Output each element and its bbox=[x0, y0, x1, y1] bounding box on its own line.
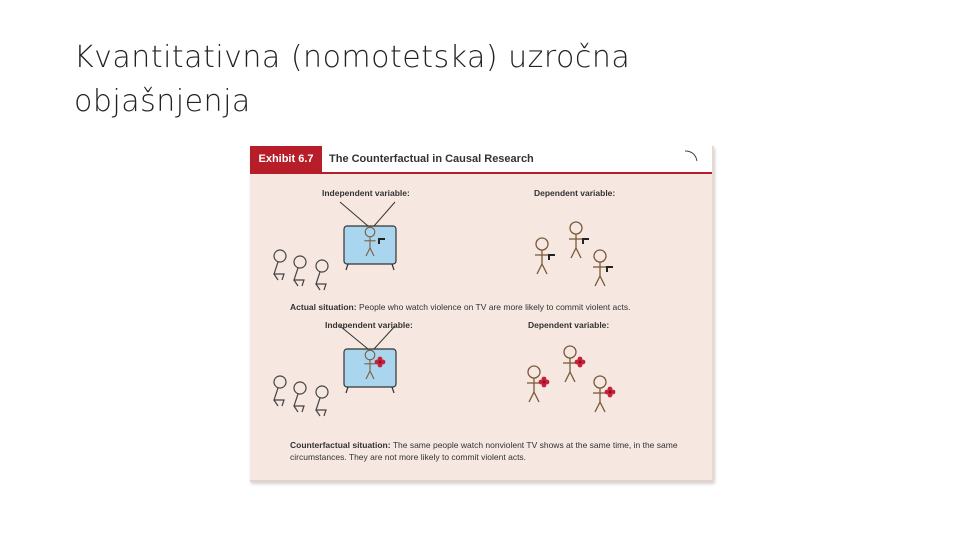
exhibit-figure bbox=[250, 146, 714, 482]
exhibit-header bbox=[250, 146, 712, 174]
exhibit-illustration bbox=[250, 174, 712, 474]
actual-situation-caption bbox=[290, 301, 690, 313]
caption-heading: Counterfactual situation: bbox=[290, 440, 391, 450]
violent-figures-group bbox=[535, 222, 613, 286]
caption-heading: Actual situation: bbox=[290, 302, 357, 312]
viewers-group bbox=[274, 376, 328, 416]
counterfactual-situation-caption bbox=[290, 439, 700, 463]
caption-text: People who watch violence on TV are more likely to commit violent acts. bbox=[358, 302, 631, 312]
caption-text: The same people watch nonviolent TV shows at the same time, in the same circumstances. They are not more likely to commit violent acts. bbox=[290, 440, 678, 462]
exhibit-title: The Counterfactual in Causal Research bbox=[329, 153, 534, 165]
independent-variable-label: Independent variable: bbox=[322, 188, 410, 198]
independent-variable-label: Independent variable: bbox=[325, 320, 413, 330]
slide-title bbox=[74, 36, 894, 124]
corner-arc-icon bbox=[682, 148, 700, 164]
viewers-group bbox=[274, 250, 328, 290]
dependent-variable-label: Dependent variable: bbox=[528, 320, 610, 330]
dependent-variable-label: Dependent variable: bbox=[534, 188, 616, 198]
slide-title-line-2: objašnjenja bbox=[74, 84, 251, 119]
tv-icon bbox=[340, 326, 396, 393]
slide-title-line-1: Kvantitativna (nomotetska) uzročna bbox=[74, 40, 631, 75]
peaceful-figures-group bbox=[527, 346, 615, 412]
tv-icon bbox=[340, 202, 396, 270]
exhibit-number: Exhibit 6.7 bbox=[250, 146, 322, 172]
